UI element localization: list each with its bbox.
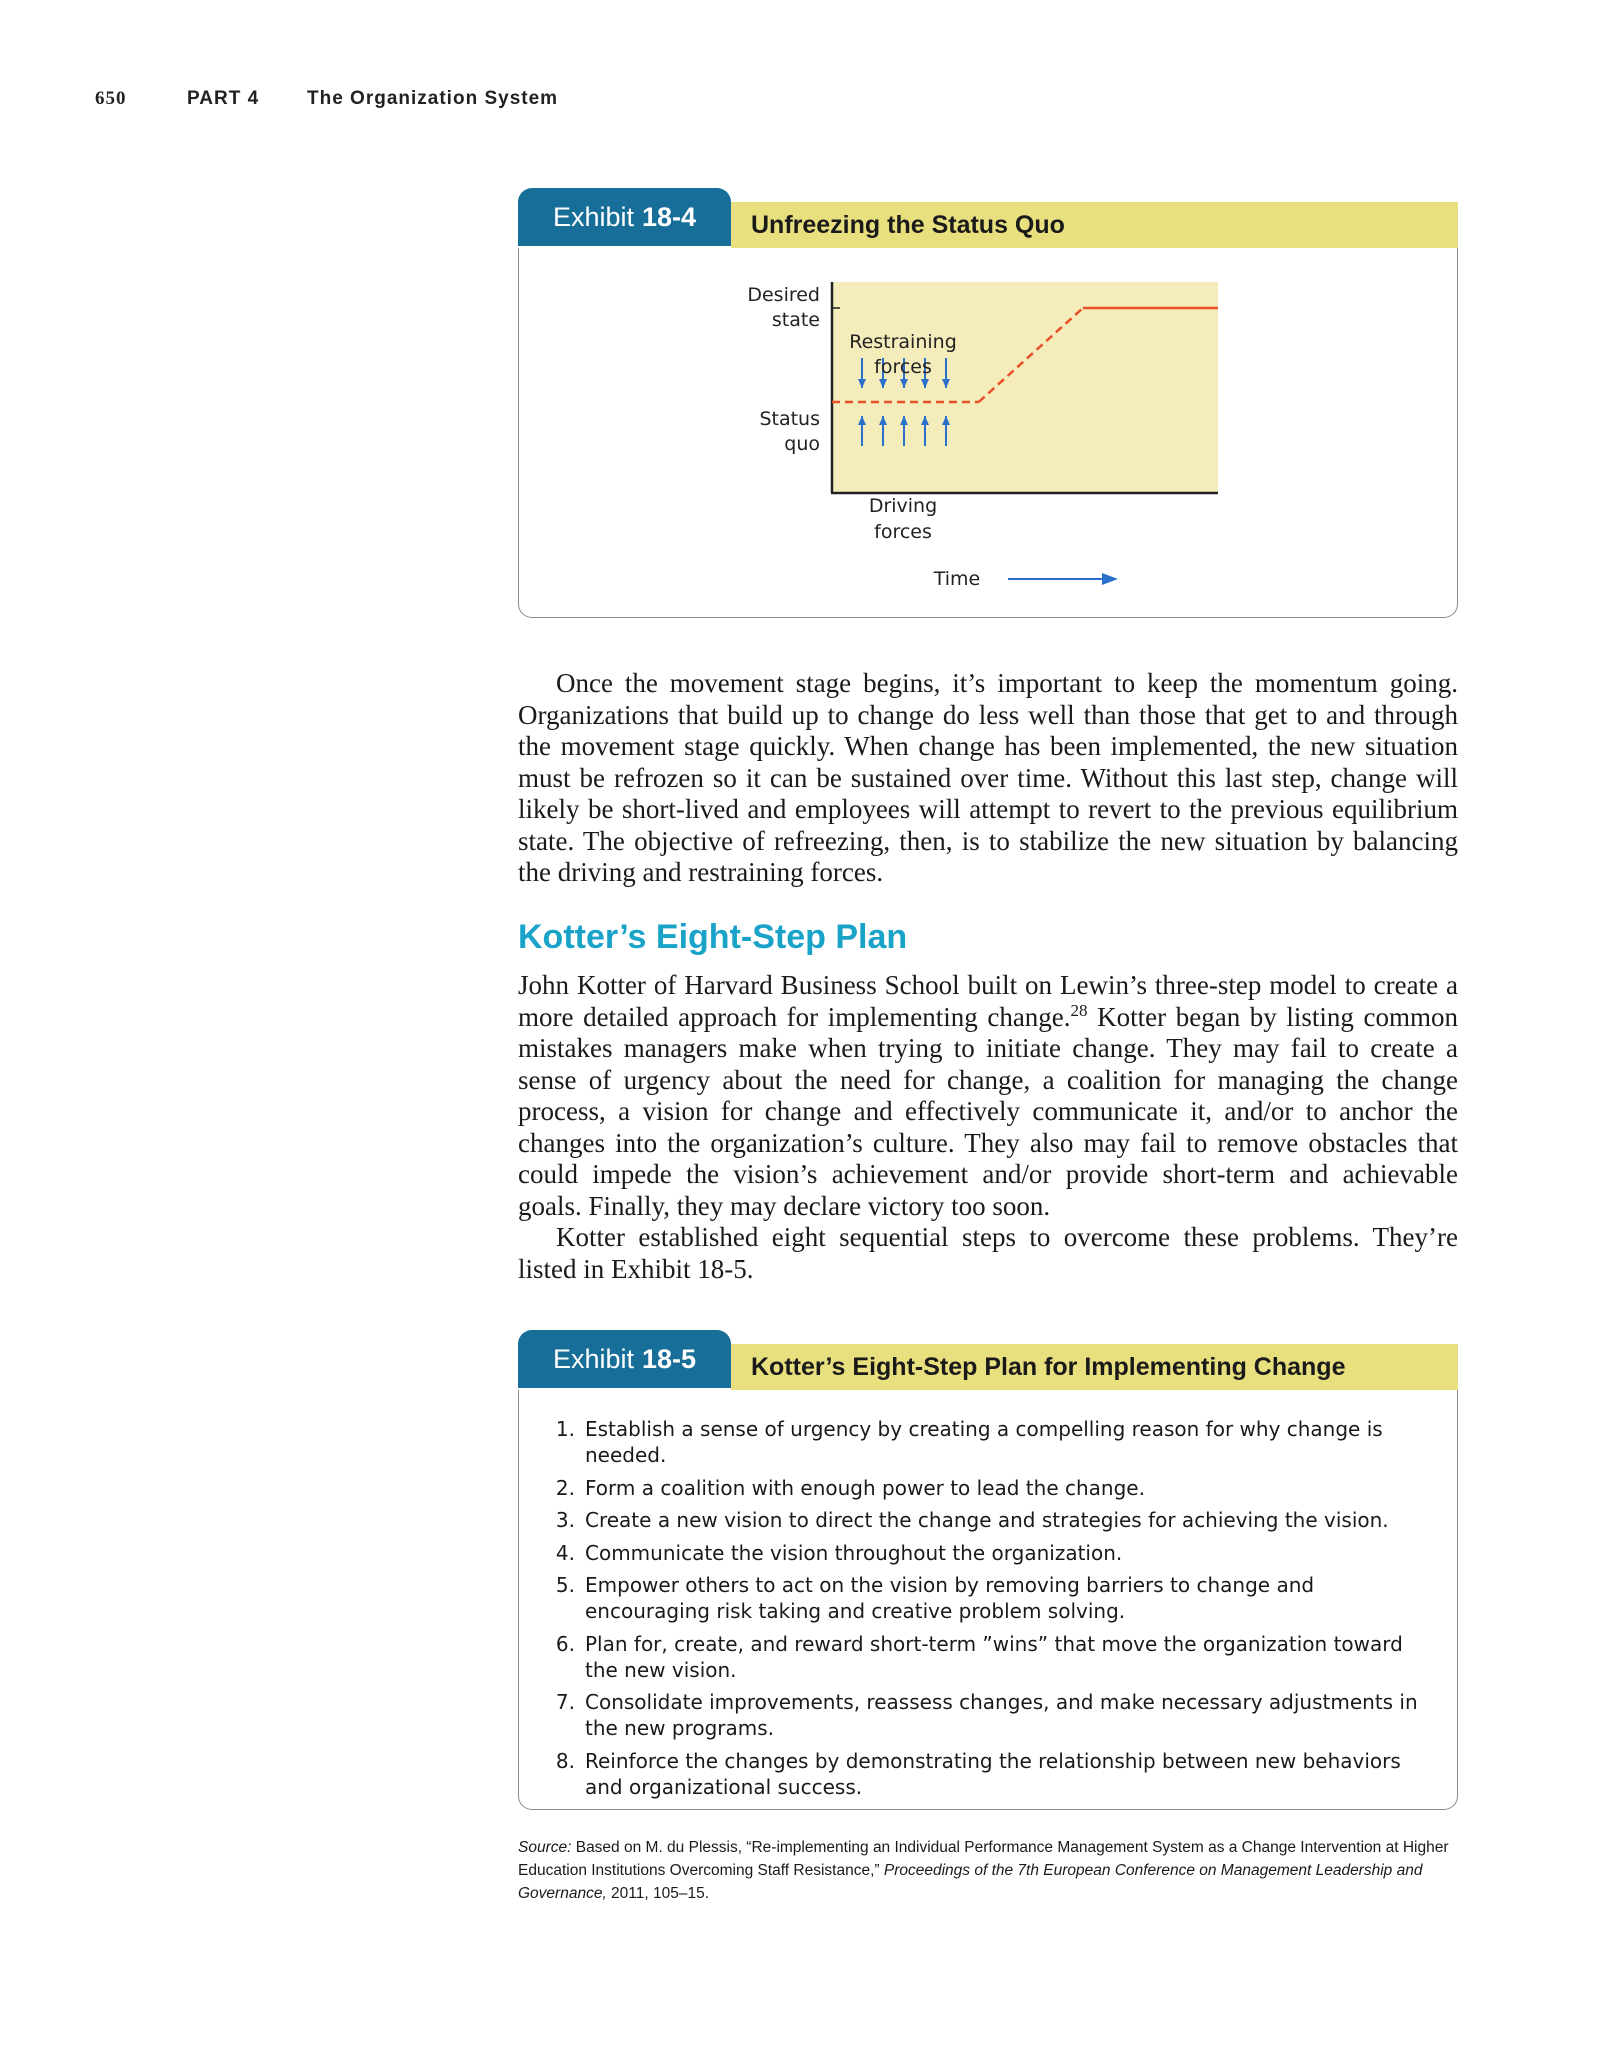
list-item (539, 1540, 1437, 1566)
body-paragraph-3: Kotter established eight sequential steps to overcome these problems. They’re listed in Exhibit 18-5. (518, 1222, 1458, 1284)
source-label: Source: (518, 1839, 572, 1856)
endnote-reference: 28 (1070, 1000, 1088, 1020)
exhibit-title: Kotter’s Eight-Step Plan for Implementing Change (731, 1344, 1458, 1390)
list-item (539, 1416, 1437, 1468)
step-number: 4. (555, 1540, 575, 1565)
running-head (95, 88, 558, 110)
body-paragraph-1: Once the movement stage begins, it’s important to keep the momentum going. Organizations that build up to change do less well than those that get to and through the movement stage quickly. When change has been implemented, the new situation must be refrozen so it can be sustained over time. Without this last step, change will likely be short-lived and employees will attempt to revert to the previous equilibrium state. The objective of refreezing, then, is to stabilize the new situation by balancing the driving and restraining forces. (518, 668, 1458, 887)
source-note (518, 1836, 1458, 1905)
y-tick-word: state (771, 309, 820, 331)
exhibit-label: Exhibit (552, 1343, 634, 1374)
step-text: Consolidate improvements, reassess changes, and make necessary adjustments in the new programs. (585, 1690, 1418, 1740)
list-item (539, 1748, 1437, 1800)
step-number: 2. (555, 1475, 575, 1500)
paragraph-2-text-a: John Kotter of Harvard Business School built on Lewin’s three-step model to create a more detailed approach for implementing change. (518, 970, 1458, 1032)
exhibit-tab (518, 1330, 731, 1388)
list-item (539, 1475, 1437, 1501)
source-journal: Proceedings of the 7th European Conference on Management Leadership and Governance, (518, 1862, 1423, 1902)
y-tick-status-quo (759, 408, 820, 455)
paragraph-2-text-b: Kotter began by listing common mistakes managers make when trying to initiate change. They may fail to create a sense of urgency about the need for change, a coalition for managing the change process, a vision for change and effectively communicate it, and/or to anchor the changes into the organization’s culture. They also may fail to remove obstacles that could impede the vision’s achievement and/or provide short-term and achievable goals. Finally, they may declare victory too soon. (518, 1001, 1458, 1221)
driving-label-line2: forces (874, 521, 932, 543)
steps-list (539, 1416, 1437, 1806)
plot-area (832, 282, 1218, 492)
step-text: Establish a sense of urgency by creating a compelling reason for why change is needed. (585, 1417, 1383, 1467)
step-number: 5. (555, 1573, 575, 1597)
y-tick-word: quo (784, 433, 820, 455)
step-text: Communicate the vision throughout the organization. (585, 1540, 1123, 1565)
exhibit-body (518, 1390, 1458, 1810)
step-number: 8. (555, 1748, 575, 1773)
y-tick-desired-line1 (747, 284, 820, 331)
list-item (539, 1689, 1437, 1741)
list-item (539, 1572, 1437, 1624)
section-heading: Kotter’s Eight-Step Plan (518, 918, 908, 956)
exhibit-18-5 (518, 1330, 1458, 1810)
step-text: Empower others to act on the vision by removing barriers to change and encouraging risk taking and creative problem solving. (585, 1573, 1315, 1623)
step-text: Plan for, create, and reward short-term ”wins” that move the organization toward the new vision. (585, 1631, 1403, 1682)
time-arrow-head (1102, 573, 1118, 585)
step-number: 1. (555, 1417, 575, 1441)
step-text: Reinforce the changes by demonstrating the relationship between new behaviors and organizational success. (585, 1748, 1401, 1799)
step-number: 7. (555, 1690, 575, 1714)
exhibit-tab (518, 188, 731, 246)
source-text: Based on M. du Plessis, “Re-implementing an Individual Performance Management System as a Change Intervention at Higher Education Institutions Overcoming Staff Resistance,” (518, 1839, 1449, 1879)
y-tick-word: Desired (747, 284, 820, 306)
exhibit-title: Unfreezing the Status Quo (731, 202, 1458, 248)
part-label: PART 4 (187, 88, 260, 109)
exhibit-number: 18-5 (642, 1343, 697, 1374)
source-tail: 2011, 105–15. (606, 1885, 710, 1902)
step-text: Create a new vision to direct the change and strategies for achieving the vision. (585, 1508, 1389, 1532)
step-text: Form a coalition with enough power to lead the change. (585, 1475, 1145, 1500)
restraining-label-line1: Restraining (849, 331, 957, 353)
list-item (539, 1507, 1437, 1533)
exhibit-18-4 (518, 188, 1458, 618)
body-paragraph-2 (518, 970, 1458, 1222)
unfreezing-chart (518, 248, 1458, 618)
list-item (539, 1631, 1437, 1683)
step-number: 6. (555, 1631, 575, 1656)
exhibit-label: Exhibit (552, 201, 634, 232)
driving-label-line1: Driving (868, 495, 938, 517)
restraining-label-line2: forces (874, 356, 932, 378)
step-number: 3. (555, 1508, 575, 1532)
part-title: The Organization System (307, 88, 559, 109)
exhibit-number: 18-4 (642, 201, 697, 232)
y-tick-word: Status (759, 408, 820, 430)
page-number: 650 (95, 88, 127, 109)
x-axis-label: Time (933, 568, 981, 590)
